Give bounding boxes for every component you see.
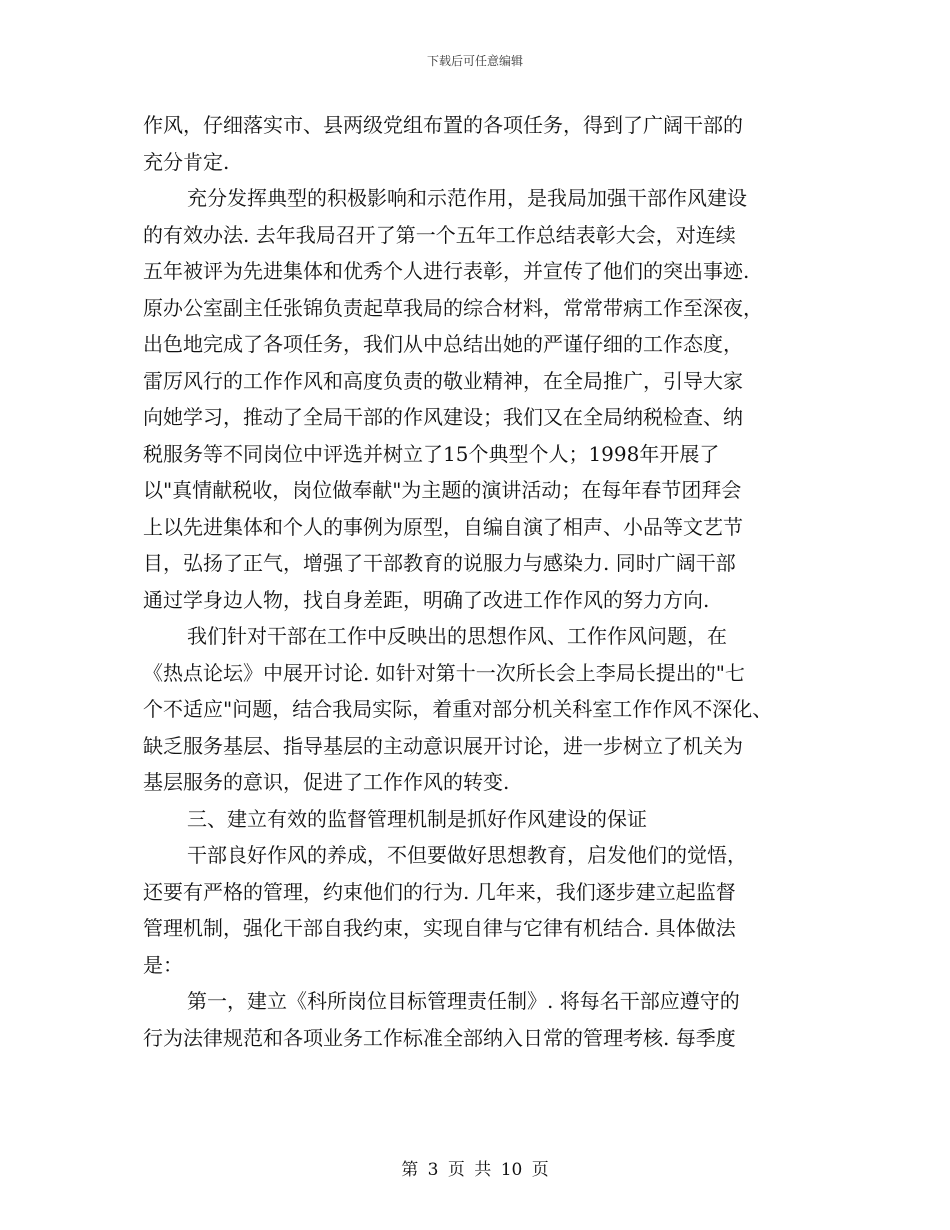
text-line: 缺乏服务基层、指导基层的主动意识展开讨论，进一步树立了机关为 — [143, 733, 743, 758]
text-line: 税服务等不同岗位中评选并树立了15个典型个人；1998年开展了 — [143, 441, 720, 466]
text-line: 干部良好作风的养成，不但要做好思想教育，启发他们的觉悟， — [187, 843, 747, 867]
text-line: 行为法律规范和各项业务工作标准全部纳入日常的管理考核. 每季度 — [143, 1025, 736, 1050]
text-line: 通过学身边人物，找自身差距，明确了改进工作作风的努力方向. — [143, 587, 710, 612]
text-line: 是： — [143, 952, 183, 977]
header-note: 下载后可任意编辑 — [426, 54, 523, 68]
text-line: 向她学习，推动了全局干部的作风建设；我们又在全局纳税检查、纳 — [143, 405, 743, 429]
text-line: 《热点论坛》中展开讨论. 如针对第十一次所长会上李局长提出的"七 — [143, 660, 745, 685]
text-line: 目，弘扬了正气，增强了干部教育的说服力与感染力. 同时广阔干部 — [143, 551, 736, 575]
text-line: 雷厉风行的工作作风和高度负责的敬业精神，在全局推广，引导大家 — [143, 368, 743, 393]
text-line: 上以先进集体和个人的事例为原型，自编自演了相声、小品等文艺节 — [143, 514, 743, 539]
text-line: 原办公室副主任张锦负责起草我局的综合材料，常常带病工作至深夜， — [143, 295, 763, 320]
text-line: 基层服务的意识，促进了工作作风的转变. — [143, 770, 510, 794]
document-body — [143, 107, 823, 1056]
text-line: 以"真情献税收，岗位做奉献"为主题的演讲活动；在每年春节团拜会 — [143, 478, 742, 502]
text-line: 作风，仔细落实市、县两级党组布置的各项任务，得到了广阔干部的 — [143, 113, 743, 137]
text-line: 充分肯定. — [143, 149, 230, 174]
text-line: 个不适应"问题，结合我局实际，着重对部分机关科室工作作风不深化、 — [143, 697, 773, 721]
text-line: 还要有严格的管理，约束他们的行为. 几年来，我们逐步建立起监督 — [143, 879, 736, 904]
text-line: 第一，建立《科所岗位目标管理责任制》. 将每名干部应遵守的 — [187, 989, 740, 1013]
text-line: 五年被评为先进集体和优秀个人进行表彰，并宣传了他们的突出事迹. — [143, 259, 750, 283]
text-line: 出色地完成了各项任务，我们从中总结出她的严谨仔细的工作态度， — [143, 332, 743, 356]
text-line: 充分发挥典型的积极影响和示范作用，是我局加强干部作风建设 — [187, 186, 747, 210]
text-line: 的有效办法. 去年我局召开了第一个五年工作总结表彰大会，对连续 — [143, 222, 736, 247]
page-number-footer: 第 3 页 共 10 页 — [401, 1160, 549, 1180]
text-line: 我们针对干部在工作中反映出的思想作风、工作作风问题，在 — [187, 624, 727, 648]
text-line: 管理机制，强化干部自我约束，实现自律与它律有机结合. 具体做法 — [143, 916, 736, 940]
text-line: 三、建立有效的监督管理机制是抓好作风建设的保证 — [187, 806, 647, 831]
